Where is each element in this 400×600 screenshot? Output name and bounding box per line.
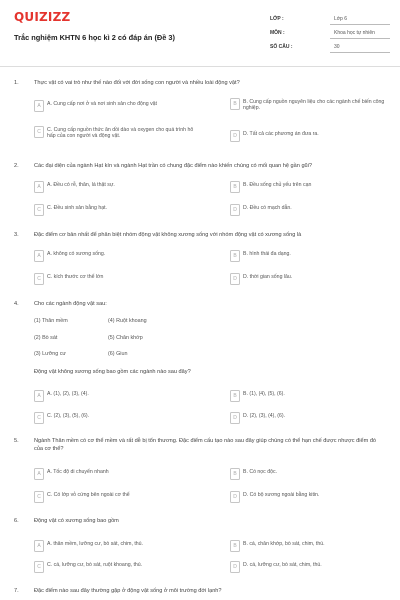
option-text: C. Đều sinh sản bằng hạt.	[47, 205, 107, 211]
question-number: 7.	[14, 588, 19, 594]
option-b[interactable]	[230, 181, 400, 195]
option-text: B. Có nọc độc.	[243, 469, 278, 475]
question-subtext: Động vật không xương sống bao gồm các ngành nào sau đây?	[34, 369, 191, 375]
header-divider	[0, 66, 400, 67]
option-letter-badge: B	[230, 540, 240, 552]
option-letter-badge: A	[34, 468, 44, 480]
option-d[interactable]	[230, 491, 400, 505]
option-text: C. Cung cấp nguồn thức ăn dồi dào và oxygen cho quá trình hô hấp của con người và động vật.	[47, 127, 194, 140]
list-item: (1) Thân mềm	[34, 318, 68, 324]
option-b[interactable]	[230, 250, 400, 264]
option-a[interactable]	[34, 468, 204, 482]
question-6	[14, 518, 390, 578]
question-text: Đặc điểm nào sau đây thường gặp ở động vật sống ở môi trường đới lạnh?	[34, 588, 222, 594]
option-letter-badge: B	[230, 468, 240, 480]
list-item: (4) Ruột khoang	[108, 318, 147, 324]
option-c[interactable]	[34, 561, 204, 575]
option-letter-badge: D	[230, 561, 240, 573]
option-text: D. (2), (3), (4), (6).	[243, 413, 286, 419]
meta-count-label: SỐ CÂU :	[270, 44, 293, 50]
option-text: A. (1), (2), (3), (4).	[47, 391, 89, 397]
option-a[interactable]	[34, 390, 204, 404]
list-item: (5) Chân khớp	[108, 335, 143, 341]
question-text: Cho các ngành động vật sau:	[34, 301, 107, 307]
option-letter-badge: B	[230, 390, 240, 402]
option-text: D. Có bộ xương ngoài bằng kitin.	[243, 492, 320, 498]
option-d[interactable]	[230, 273, 400, 287]
meta-subject-value: Khoa học tự nhiên	[334, 30, 375, 36]
option-letter-badge: A	[34, 250, 44, 262]
option-d[interactable]	[230, 130, 400, 144]
question-number: 3.	[14, 232, 19, 238]
option-a[interactable]	[34, 181, 204, 195]
option-c[interactable]	[34, 491, 204, 505]
question-1	[14, 80, 390, 150]
option-text: B. (1), (4), (5), (6).	[243, 391, 285, 397]
meta-divider	[330, 38, 390, 39]
option-b[interactable]	[230, 468, 400, 482]
option-text: C. cá, lưỡng cư, bò sát, ruột khoang, thú.	[47, 562, 143, 568]
option-b[interactable]	[230, 390, 400, 404]
option-letter-badge: D	[230, 412, 240, 424]
quizizz-logo: QUIZIZZ	[14, 10, 71, 24]
list-item: (2) Bò sát	[34, 335, 58, 341]
option-letter-badge: B	[230, 250, 240, 262]
option-text: B. hình thái đa dạng.	[243, 251, 291, 257]
option-b[interactable]	[230, 98, 400, 112]
option-text: D. thời gian sống lâu.	[243, 274, 293, 280]
option-letter-badge: A	[34, 181, 44, 193]
option-letter-badge: A	[34, 100, 44, 112]
list-item: (6) Giun	[108, 351, 128, 357]
question-number: 5.	[14, 438, 19, 444]
option-d[interactable]	[230, 561, 400, 575]
question-number: 6.	[14, 518, 19, 524]
option-b[interactable]	[230, 540, 400, 554]
option-letter-badge: D	[230, 130, 240, 142]
option-letter-badge: D	[230, 491, 240, 503]
option-c[interactable]	[34, 273, 204, 287]
option-c[interactable]	[34, 204, 204, 218]
option-letter-badge: C	[34, 412, 44, 424]
option-text: C. kích thước cơ thể lớn	[47, 274, 104, 280]
option-letter-badge: C	[34, 561, 44, 573]
question-text: Thực vật có vai trò như thế nào đối với đời sống con người và nhiều loài động vật?	[34, 80, 240, 86]
option-text: A. Cung cấp nơi ở và nơi sinh sản cho động vật	[47, 101, 157, 107]
option-letter-badge: C	[34, 491, 44, 503]
option-letter-badge: B	[230, 98, 240, 110]
option-text: B. Đều sống chủ yếu trên cạn	[243, 182, 312, 188]
list-item: (3) Lưỡng cư	[34, 351, 67, 357]
question-text: Đặc điểm cơ bản nhất để phân biệt nhóm động vật không xương sống với nhóm động vật có xương sống là	[34, 232, 302, 238]
option-letter-badge: B	[230, 181, 240, 193]
option-text: B. Cung cấp nguồn nguyên liệu cho các ngành chế biến công nghiệp.	[243, 99, 385, 112]
option-letter-badge: C	[34, 204, 44, 216]
meta-subject-label: MÔN :	[270, 30, 285, 36]
page-header	[0, 0, 400, 70]
meta-divider	[330, 24, 390, 25]
option-text: A. Đều có rễ, thân, lá thật sự.	[47, 182, 115, 188]
option-text: C. (2), (3), (5), (6).	[47, 413, 90, 419]
meta-count-value: 30	[334, 44, 340, 50]
option-d[interactable]	[230, 204, 400, 218]
meta-class-value: Lớp 6	[334, 16, 348, 22]
option-letter-badge: C	[34, 273, 44, 285]
option-text: C. Có lớp vỏ cứng bên ngoài cơ thể	[47, 492, 130, 498]
option-c[interactable]	[34, 126, 204, 140]
question-7	[14, 588, 390, 600]
question-text: Các đại diện của ngành Hạt kín và ngành Hạt trần có chung đặc điểm nào khiến chúng có mối quan hệ gần gũi?	[34, 163, 313, 169]
question-text: Động vật có xương sống bao gồm	[34, 518, 119, 524]
meta-class-label: LỚP :	[270, 16, 284, 22]
option-letter-badge: A	[34, 390, 44, 402]
option-a[interactable]	[34, 250, 204, 264]
option-letter-badge: D	[230, 273, 240, 285]
option-letter-badge: A	[34, 540, 44, 552]
document-title: Trắc nghiệm KHTN 6 học kì 2 có đáp án (Đề 3)	[14, 33, 175, 42]
option-d[interactable]	[230, 412, 400, 426]
option-text: A. không có xương sống.	[47, 251, 106, 257]
option-a[interactable]	[34, 540, 204, 554]
option-text: A. thân mềm, lưỡng cư, bò sát, chim, thú.	[47, 541, 143, 547]
option-c[interactable]	[34, 412, 204, 426]
question-2	[14, 163, 390, 223]
question-5	[14, 438, 390, 512]
option-a[interactable]	[34, 100, 204, 114]
question-number: 1.	[14, 80, 19, 86]
option-text: D. Đều có mạch dẫn.	[243, 205, 292, 211]
question-number: 4.	[14, 301, 19, 307]
option-text: D. Tất cả các phương án đưa ra.	[243, 131, 319, 137]
option-text: B. cá, chân khớp, bò sát, chim, thú.	[243, 541, 325, 547]
option-letter-badge: D	[230, 204, 240, 216]
question-text: Ngành Thân mềm có cơ thể mềm và rất dễ bị tổn thương. Đặc điểm cấu tạo nào sau đây giúp chúng có thể hạn chế được nhược điểm đó của cơ thể?	[34, 438, 377, 452]
option-text: D. cá, lưỡng cư, bò sát, chim, thú.	[243, 562, 322, 568]
question-number: 2.	[14, 163, 19, 169]
meta-divider	[330, 52, 390, 53]
option-letter-badge: C	[34, 126, 44, 138]
option-text: A. Tốc độ di chuyển nhanh	[47, 469, 109, 475]
question-4	[14, 301, 390, 441]
question-3	[14, 232, 390, 292]
